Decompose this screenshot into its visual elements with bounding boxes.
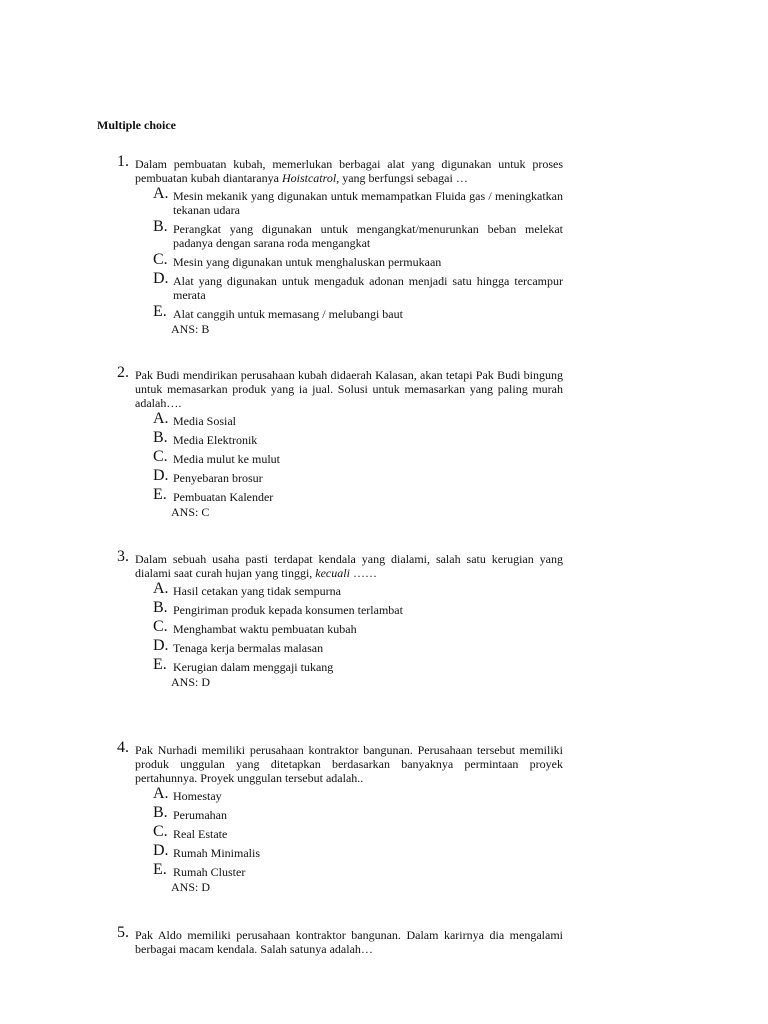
option-letter: E. xyxy=(153,303,167,320)
option-d xyxy=(153,637,563,655)
option-e xyxy=(153,486,563,504)
question-text xyxy=(117,739,563,785)
question-text xyxy=(117,924,563,956)
option-letter: A. xyxy=(153,580,169,597)
answer-key: ANS: B xyxy=(171,322,210,336)
question-number: 4. xyxy=(117,739,129,756)
option-c xyxy=(153,823,563,841)
question-text-main: Pak Budi mendirikan perusahaan kubah didaerah Kalasan, akan tetapi Pak Budi bingung untuk memasarkan produk yang ia jual. Solusi untuk memasarkan yang paling murah adalah…. xyxy=(135,368,563,410)
question-text-end: , yang berfungsi sebagai … xyxy=(336,171,468,185)
option-d xyxy=(153,842,563,860)
answer-key: ANS: C xyxy=(171,505,210,519)
option-letter: D. xyxy=(153,270,169,287)
question-text-main: Pak Aldo memiliki perusahaan kontraktor bangunan. Dalam karirnya dia mengalami berbagai macam kendala. Salah satunya adalah… xyxy=(135,928,563,956)
option-letter: A. xyxy=(153,185,169,202)
option-b xyxy=(153,804,563,822)
option-c xyxy=(153,251,563,269)
question-3 xyxy=(117,548,563,689)
option-text: Perumahan xyxy=(173,808,227,822)
question-text-italic: kecuali xyxy=(315,566,350,580)
option-list xyxy=(153,410,563,504)
question-number: 5. xyxy=(117,924,129,941)
answer-key: ANS: D xyxy=(171,675,211,689)
option-letter: E. xyxy=(153,656,167,673)
option-letter: D. xyxy=(153,467,169,484)
option-a xyxy=(153,410,563,428)
question-text-main: Pak Nurhadi memiliki perusahaan kontraktor bangunan. Perusahaan tersebut memiliki produk unggulan yang ditetapkan berdasarkan banyaknya permintaan proyek pertahunnya. Proyek unggulan tersebut adalah.. xyxy=(135,743,563,785)
option-letter: A. xyxy=(153,785,169,802)
option-text: Perangkat yang digunakan untuk mengangkat/menurunkan beban melekat padanya dengan sarana roda mengangkat xyxy=(173,222,563,250)
option-text: Rumah Cluster xyxy=(173,865,246,879)
option-e xyxy=(153,861,563,879)
option-text: Mesin yang digunakan untuk menghaluskan permukaan xyxy=(173,255,442,269)
option-list xyxy=(153,580,563,674)
option-b xyxy=(153,218,563,250)
question-number: 1. xyxy=(117,153,129,170)
option-text: Tenaga kerja bermalas malasan xyxy=(173,641,324,655)
question-5 xyxy=(117,924,563,956)
option-a xyxy=(153,185,563,217)
option-text: Kerugian dalam menggaji tukang xyxy=(173,660,334,674)
question-4 xyxy=(117,739,563,894)
option-b xyxy=(153,599,563,617)
option-letter: B. xyxy=(153,804,168,821)
question-text xyxy=(117,364,563,410)
option-letter: C. xyxy=(153,823,168,840)
question-2 xyxy=(117,364,563,519)
option-text: Penyebaran brosur xyxy=(173,471,263,485)
option-text: Hasil cetakan yang tidak sempurna xyxy=(173,584,341,598)
option-letter: E. xyxy=(153,861,167,878)
option-a xyxy=(153,580,563,598)
option-b xyxy=(153,429,563,447)
option-text: Homestay xyxy=(173,789,222,803)
option-letter: B. xyxy=(153,218,168,235)
option-d xyxy=(153,467,563,485)
option-letter: C. xyxy=(153,251,168,268)
option-a xyxy=(153,785,563,803)
option-text: Alat yang digunakan untuk mengaduk adonan menjadi satu hingga tercampur merata xyxy=(173,274,563,302)
option-letter: D. xyxy=(153,637,169,654)
question-number: 2. xyxy=(117,364,129,381)
option-text: Media Sosial xyxy=(173,414,236,428)
option-text: Rumah Minimalis xyxy=(173,846,260,860)
option-d xyxy=(153,270,563,302)
option-letter: B. xyxy=(153,599,168,616)
option-text: Real Estate xyxy=(173,827,228,841)
option-list xyxy=(153,785,563,879)
option-e xyxy=(153,303,563,321)
section-heading: Multiple choice xyxy=(97,118,176,132)
answer-key: ANS: D xyxy=(171,880,211,894)
option-text: Media mulut ke mulut xyxy=(173,452,280,466)
question-number: 3. xyxy=(117,548,129,565)
option-e xyxy=(153,656,563,674)
option-letter: A. xyxy=(153,410,169,427)
question-text-italic: Hoistcatrol xyxy=(281,171,337,185)
option-text: Menghambat waktu pembuatan kubah xyxy=(173,622,357,636)
option-letter: B. xyxy=(153,429,168,446)
option-text: Pembuatan Kalender xyxy=(173,490,274,504)
option-text: Media Elektronik xyxy=(173,433,258,447)
option-letter: C. xyxy=(153,618,168,635)
question-text-main: Dalam pembuatan kubah, memerlukan berbagai alat yang digunakan untuk proses pembuatan kubah diantaranya xyxy=(135,157,563,185)
option-letter: D. xyxy=(153,842,169,859)
option-c xyxy=(153,448,563,466)
option-letter: E. xyxy=(153,486,167,503)
question-text xyxy=(117,153,563,185)
option-list xyxy=(153,185,563,321)
question-text xyxy=(117,548,563,580)
option-c xyxy=(153,618,563,636)
question-text-main: Dalam sebuah usaha pasti terdapat kendala yang dialami, salah satu kerugian yang dialami saat curah hujan yang tinggi, xyxy=(135,552,563,580)
option-text: Pengiriman produk kepada konsumen terlambat xyxy=(173,603,403,617)
question-1 xyxy=(117,153,563,336)
option-text: Mesin mekanik yang digunakan untuk memampatkan Fluida gas / meningkatkan tekanan udara xyxy=(173,189,563,217)
option-text: Alat canggih untuk memasang / melubangi baut xyxy=(173,307,403,321)
option-letter: C. xyxy=(153,448,168,465)
question-text-end: …… xyxy=(349,566,377,580)
